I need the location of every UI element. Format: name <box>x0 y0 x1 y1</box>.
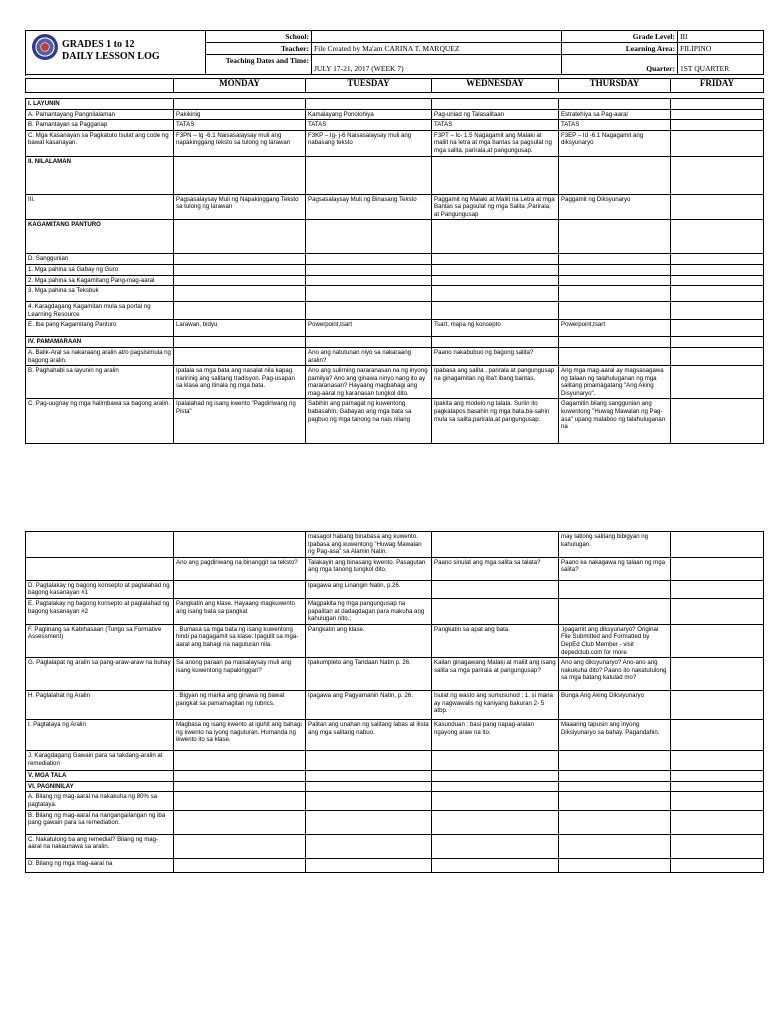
row-label: A. Balik-Aral sa nakaraang aralin at/o pagsisimula ng bagong aralin. <box>26 347 174 365</box>
table-row <box>26 658 764 691</box>
row-label: 2. Mga pahina sa Kagamitang Pang-mag-aaral <box>26 275 174 286</box>
row-label <box>26 532 174 558</box>
row-cell: . Bigyan ng marka ang ginawa ng bawat pangkat sa pamamagitan ng rubrics. <box>174 691 306 720</box>
row-cell <box>671 99 764 110</box>
row-cell <box>671 194 764 220</box>
row-cell <box>559 156 671 194</box>
row-cell <box>671 771 764 782</box>
row-cell: Kamalayang Ponolohiya <box>306 109 432 120</box>
row-cell: Ipalalahad ng isang kwento "Pagdiriwang ng Pista" <box>174 399 306 444</box>
row-cell <box>306 771 432 782</box>
row-cell <box>306 286 432 302</box>
logo-cell <box>26 31 206 75</box>
table-row <box>26 366 764 399</box>
row-cell: Pag-unlad ng Talasalitaan <box>432 109 559 120</box>
row-label: D. Sanggunian <box>26 254 174 265</box>
table-row <box>26 286 764 302</box>
row-cell <box>671 792 764 810</box>
row-cell <box>671 120 764 131</box>
row-cell: Pangkatin sa apat ang bata. <box>432 624 559 657</box>
area-value: FILIPINO <box>678 43 764 55</box>
table-row <box>26 598 764 624</box>
row-cell <box>174 792 306 810</box>
table-row <box>26 99 764 110</box>
row-cell <box>559 810 671 834</box>
days-blank <box>26 79 174 93</box>
row-cell <box>174 286 306 302</box>
row-cell <box>432 751 559 771</box>
row-cell <box>559 337 671 348</box>
row-cell <box>432 771 559 782</box>
row-cell <box>432 337 559 348</box>
row-cell: Gagamitin bilang sanggunian ang kuwentong "Huwag Mawalan ng Pag-asa" upang malaboo ng talahuluganan na <box>559 399 671 444</box>
row-cell <box>671 347 764 365</box>
row-cell <box>671 751 764 771</box>
row-cell: Ano ang diksyunaryo? Ano-ano ang nakukuha dito? Paano ito nakatutulong sa mga batang katulad mo? <box>559 658 671 691</box>
days-header <box>25 78 764 93</box>
row-cell <box>671 624 764 657</box>
table-row <box>26 792 764 810</box>
row-cell <box>306 156 432 194</box>
row-cell: Paggamit ng Diksyunaryo <box>559 194 671 220</box>
header-table <box>25 30 764 75</box>
row-cell: Ipagawa ang Pagyamanin Natin, p. 26. <box>306 691 432 720</box>
row-cell: Ano ang sulirning nararanasan na ng inyong pamilya? Ano ang ginawa ninyo nang ito ay mararanasan? Hayaang magbahagi ang mag-aaral ng karanasan tungkol dito. <box>306 366 432 399</box>
row-label: D. Bilang ng mga mag-aaral na <box>26 858 174 872</box>
row-cell <box>174 99 306 110</box>
row-cell: F3KP – Ig- j-6 Naisasalaysay muli ang nabasang teksto <box>306 130 432 156</box>
row-cell <box>432 792 559 810</box>
row-cell <box>559 347 671 365</box>
row-label: C. Pag-uugnay ng mga halimbawa sa bagong aralin. <box>26 399 174 444</box>
row-cell: Tsart, mapa ng konsepto <box>432 320 559 337</box>
lesson-table-page2 <box>25 531 764 873</box>
row-cell: Powerpoint,tsart <box>306 320 432 337</box>
row-label: 4. Karagdagang Kagamitan mula sa portal ng Learning Resource <box>26 302 174 320</box>
day-friday: FRIDAY <box>671 79 764 93</box>
row-cell <box>559 99 671 110</box>
row-cell: Paggamit ng Malaki at Maliit na Letra at mga Bantas sa pagsulat ng mga Salita ,Parirala, at Pangungusap <box>432 194 559 220</box>
row-cell: TATAS <box>559 120 671 131</box>
table-row <box>26 220 764 254</box>
row-label: I. Pagtataya ng Aralin <box>26 720 174 751</box>
row-cell <box>432 781 559 792</box>
row-cell <box>671 399 764 444</box>
row-cell: Paano sinulat ang mga salita sa talata? <box>432 557 559 580</box>
row-label: B. Bilang ng mag-aaral na nangangailangan ng iba pang gawain para sa remediation. <box>26 810 174 834</box>
row-cell: Ipakita ang modelo ng talata. Suriin ito pagkatapos basahin ng mga bata,ba-sahin mula sa salita,parirala,at pangungusap. <box>432 399 559 444</box>
row-cell <box>306 220 432 254</box>
table-row <box>26 120 764 131</box>
row-cell <box>174 810 306 834</box>
grade-value: III <box>678 31 764 43</box>
row-cell <box>671 557 764 580</box>
row-label: D. Pagtalakay ng bagong konsepto at paglalahad ng bagong kasanayan #1 <box>26 580 174 598</box>
row-label: F. Paglinang sa Kabihasaan (Tungo sa Formative Assessment) <box>26 624 174 657</box>
row-cell <box>174 220 306 254</box>
row-label: G. Paglalapat ng aralin sa pang-araw-araw na buhay <box>26 658 174 691</box>
table-row <box>26 109 764 120</box>
row-cell: Kailan ginagawang Malaki at maliit ang isang salita sa mga parirala at pangungusap? <box>432 658 559 691</box>
row-label: H. Paglalahat ng Aralin <box>26 691 174 720</box>
row-cell: TATAS <box>174 120 306 131</box>
row-cell: Sabihin ang pamagat ng kuwentong babasahin. Gabayan ang mga bata sa pagbuo ng mga tanong na nais nilang <box>306 399 432 444</box>
grade-label: Grade Level: <box>622 31 678 43</box>
row-label: B. Paghahabi sa layunin ng aralin <box>26 366 174 399</box>
row-label: A. Bilang ng mag-aaral na nakakuha ng 80% sa pagtataya. <box>26 792 174 810</box>
row-label: E. Iba pang Kagamitang Panturo <box>26 320 174 337</box>
row-cell <box>306 858 432 872</box>
row-cell <box>671 130 764 156</box>
row-cell <box>671 109 764 120</box>
row-cell <box>174 156 306 194</box>
row-cell <box>559 254 671 265</box>
row-cell: F3PT – Ic- 1.5 Nagagamit ang Malaki at maliit na letra at mga bantas sa pagsulat ng mga salita, parirala,at pangungusap. <box>432 130 559 156</box>
row-cell <box>432 220 559 254</box>
row-cell: TATAS <box>306 120 432 131</box>
row-cell: F3EP – Id -6.1 Nagagamit ang diksyunaryo <box>559 130 671 156</box>
row-cell: Ano ang natutunan niyo sa nakaraang aralin? <box>306 347 432 365</box>
row-cell <box>174 337 306 348</box>
table-row <box>26 771 764 782</box>
table-row <box>26 264 764 275</box>
row-cell <box>559 580 671 598</box>
row-label: KAGAMITANG PANTURO <box>26 220 174 254</box>
row-cell <box>559 302 671 320</box>
row-cell <box>306 781 432 792</box>
deped-seal-icon <box>32 34 58 60</box>
row-cell <box>671 858 764 872</box>
row-cell: Pagsasalaysay Muli ng Napakinggang Teksto sa tulong ng larawan <box>174 194 306 220</box>
row-cell <box>306 751 432 771</box>
row-cell <box>671 781 764 792</box>
row-cell: Paano nakabubuo ng bagong salita? <box>432 347 559 365</box>
quarter-value: 1ST QUARTER <box>678 55 764 75</box>
school-label: School: <box>206 31 312 43</box>
row-cell <box>671 580 764 598</box>
row-cell <box>432 286 559 302</box>
teacher-label: Teacher: <box>206 43 312 55</box>
row-cell <box>559 771 671 782</box>
row-cell <box>559 286 671 302</box>
row-cell <box>174 264 306 275</box>
row-cell: Sa anong paraan pa maisalaysay muli ang isang kuwentong napakinggan? <box>174 658 306 691</box>
row-cell <box>671 264 764 275</box>
row-cell <box>671 834 764 858</box>
row-cell <box>432 99 559 110</box>
school-value <box>312 31 562 43</box>
table-row <box>26 781 764 792</box>
row-cell <box>432 580 559 598</box>
row-label <box>26 557 174 580</box>
row-cell: Isulat ng wasto ang sumusunod ; 1. si maria ay nagwawalis ng kaniyang bakuran 2- 5 atbp. <box>432 691 559 720</box>
row-cell: Ipakumpleto ang Tandaan Natin p. 26. <box>306 658 432 691</box>
row-cell <box>432 156 559 194</box>
row-cell <box>306 792 432 810</box>
row-cell <box>671 320 764 337</box>
row-label: VI. PAGNINILAY <box>26 781 174 792</box>
row-cell <box>671 156 764 194</box>
row-cell <box>174 532 306 558</box>
table-row <box>26 580 764 598</box>
row-cell <box>174 275 306 286</box>
table-row <box>26 337 764 348</box>
table-row <box>26 557 764 580</box>
row-cell: Talakayin ang binasang kwento. Pasagutan ang mga tanong tungkol dito. <box>306 557 432 580</box>
row-cell <box>174 751 306 771</box>
row-cell <box>432 598 559 624</box>
row-cell <box>671 532 764 558</box>
row-cell <box>671 275 764 286</box>
row-cell <box>432 810 559 834</box>
quarter-label: Quarter: <box>622 55 678 75</box>
row-cell <box>559 751 671 771</box>
row-cell: Pangkatin ang klase. <box>306 624 432 657</box>
table-row <box>26 347 764 365</box>
table-row <box>26 194 764 220</box>
row-cell <box>306 99 432 110</box>
title-line2: DAILY LESSON LOG <box>62 51 160 62</box>
teacher-value: File Created by Ma'am CARINA T. MARQUEZ <box>312 43 562 55</box>
table-row <box>26 302 764 320</box>
row-cell: Kasunduan : basi pang napag-aralan ngayong araw na ito. <box>432 720 559 751</box>
table-row <box>26 320 764 337</box>
row-cell <box>174 580 306 598</box>
row-cell <box>306 302 432 320</box>
row-cell: Ipatala sa mga bata ang nasalat nila kapag naririnig ang salitang tradisyon. Pag-usapan sa klase ang itinala ng mga bata. <box>174 366 306 399</box>
row-label: I. LAYUNIN <box>26 99 174 110</box>
row-cell <box>432 254 559 265</box>
row-cell <box>559 264 671 275</box>
row-cell <box>174 858 306 872</box>
row-cell <box>671 720 764 751</box>
row-cell <box>671 286 764 302</box>
row-cell <box>432 264 559 275</box>
row-cell: . Bumasa sa mga bata ng isang kuwentong hindi pa nagagamit sa klase. Ipagulit sa mga-aaral ang bahagi na naguturan nila. <box>174 624 306 657</box>
row-cell: Paano ka nakagawa ng talaan ng mga salita? <box>559 557 671 580</box>
row-cell: Maaaring tapusin ang inyong Diksiyunaryo sa bahay. Pagandahin. <box>559 720 671 751</box>
row-cell: Magbasa ng isang kwento at iguhit ang bahagi ng kwento na iyong naguturan. Humanda ng ikwento ito sa klase. <box>174 720 306 751</box>
row-cell <box>174 781 306 792</box>
row-cell: Ipabasa ang salita , parirala at pangungusap na ginagamitan ng iba't ibang bantas. <box>432 366 559 399</box>
table-row <box>26 691 764 720</box>
row-label: V. MGA TALA <box>26 771 174 782</box>
area-label: Learning Area: <box>622 43 678 55</box>
row-cell <box>671 598 764 624</box>
table-row <box>26 254 764 265</box>
row-cell <box>432 302 559 320</box>
dates-label: Teaching Dates and Time: <box>206 55 312 75</box>
row-cell <box>432 834 559 858</box>
row-cell <box>671 254 764 265</box>
row-cell: .Ipagamit ang diksyunaryo? Original File Submitted and Formatted by DepEd Club Member - visit depedclub.com for more <box>559 624 671 657</box>
dates-value: JULY 17-21, 2017 (WEEK 7) <box>312 55 562 75</box>
table-row <box>26 834 764 858</box>
row-cell <box>432 532 559 558</box>
row-cell <box>559 834 671 858</box>
row-cell <box>432 858 559 872</box>
row-cell <box>559 220 671 254</box>
table-row <box>26 532 764 558</box>
row-cell <box>432 275 559 286</box>
day-thursday: THURSDAY <box>559 79 671 93</box>
row-label: 3. Mga pahina sa Teksbuk <box>26 286 174 302</box>
row-label: 1. Mga pahina sa Gabay ng Guro <box>26 264 174 275</box>
row-cell: Pagsasalaysay Muli ng Binasang Teksto <box>306 194 432 220</box>
row-label: III. <box>26 194 174 220</box>
row-cell <box>174 834 306 858</box>
table-row <box>26 275 764 286</box>
row-cell <box>174 771 306 782</box>
row-cell <box>559 598 671 624</box>
row-cell: Palitan ang unahan ng salitang labas at ilista ang mga salitang nabuo. <box>306 720 432 751</box>
row-cell: F3PN – Ig -6.1 Naisasalaysay muli ang napakinggang teksto sa tulong ng larawan <box>174 130 306 156</box>
row-cell <box>559 792 671 810</box>
row-cell <box>306 264 432 275</box>
table-row <box>26 399 764 444</box>
row-cell <box>306 810 432 834</box>
row-cell: Larawan, bidyu <box>174 320 306 337</box>
row-cell <box>671 220 764 254</box>
row-label: J. Karagdagang Gawain para sa takdang-aralin at remediation <box>26 751 174 771</box>
row-cell: TATAS <box>432 120 559 131</box>
table-row <box>26 858 764 872</box>
row-label: E. Pagtalakay ng bagong konsepto at paglalahad ng bagong kasanayan #2 <box>26 598 174 624</box>
table-row <box>26 751 764 771</box>
table-row <box>26 156 764 194</box>
row-label: C. Mga Kasanayan sa Pagkatuto Isulat ang code ng bawat kasanayan. <box>26 130 174 156</box>
row-cell: may tatlong salitang bibigyan ng kahulugan. <box>559 532 671 558</box>
row-cell: Ano ang pagdiriwang na binanggit sa teksto? <box>174 557 306 580</box>
table-row <box>26 810 764 834</box>
row-label: C. Nakatulong ba ang remedial? Bilang ng mag-aaral na nakaunawa sa aralin. <box>26 834 174 858</box>
row-cell <box>174 302 306 320</box>
row-label: II. NILALAMAN <box>26 156 174 194</box>
row-cell: Estratehiya sa Pag-aaral <box>559 109 671 120</box>
row-cell <box>306 275 432 286</box>
row-cell <box>306 834 432 858</box>
row-cell: Pakikinig <box>174 109 306 120</box>
row-label: IV. PAMAMARAAN <box>26 337 174 348</box>
row-cell <box>559 781 671 792</box>
row-cell: Ipagawa ang Linangin Natin, p.26. <box>306 580 432 598</box>
row-label: B. Pamantayan sa Pagganap <box>26 120 174 131</box>
table-row <box>26 720 764 751</box>
row-cell: Magpakita ng mga pangungusap na papalitan at dadagdagan para makuha ang kahulugan nito.; <box>306 598 432 624</box>
row-cell <box>671 658 764 691</box>
title-line1: GRADES 1 to 12 <box>62 39 135 50</box>
row-cell: Ang mga mag-aaral ay magsasagawa ng talaan ng talahuluganan ng mga salitang pinamagatang "Ang Aking Disyunaryo". <box>559 366 671 399</box>
row-cell: Powerpoint,tsart <box>559 320 671 337</box>
day-wednesday: WEDNESDAY <box>432 79 559 93</box>
row-cell <box>671 366 764 399</box>
row-cell <box>671 337 764 348</box>
table-row <box>26 624 764 657</box>
day-monday: MONDAY <box>174 79 306 93</box>
row-cell <box>559 275 671 286</box>
row-cell: Pangkatin ang klase. Hayaang magkuwento ang isang bata sa pangkat <box>174 598 306 624</box>
day-tuesday: TUESDAY <box>306 79 432 93</box>
row-cell <box>559 858 671 872</box>
row-cell <box>671 302 764 320</box>
row-cell <box>174 254 306 265</box>
row-label: A. Pamantayang Pangnilalaman <box>26 109 174 120</box>
row-cell: masagot habang binabasa ang kuwento. Ipabasa ang kuwentong "Huwag Mawalan ng Pag-asa" sa Alamin Natin. <box>306 532 432 558</box>
lesson-table-page1 <box>25 98 764 444</box>
row-cell <box>671 810 764 834</box>
row-cell <box>306 254 432 265</box>
row-cell <box>306 337 432 348</box>
row-cell: Bunga Ang Aking Diksiyunaryo <box>559 691 671 720</box>
row-cell <box>174 347 306 365</box>
table-row <box>26 130 764 156</box>
row-cell <box>671 691 764 720</box>
